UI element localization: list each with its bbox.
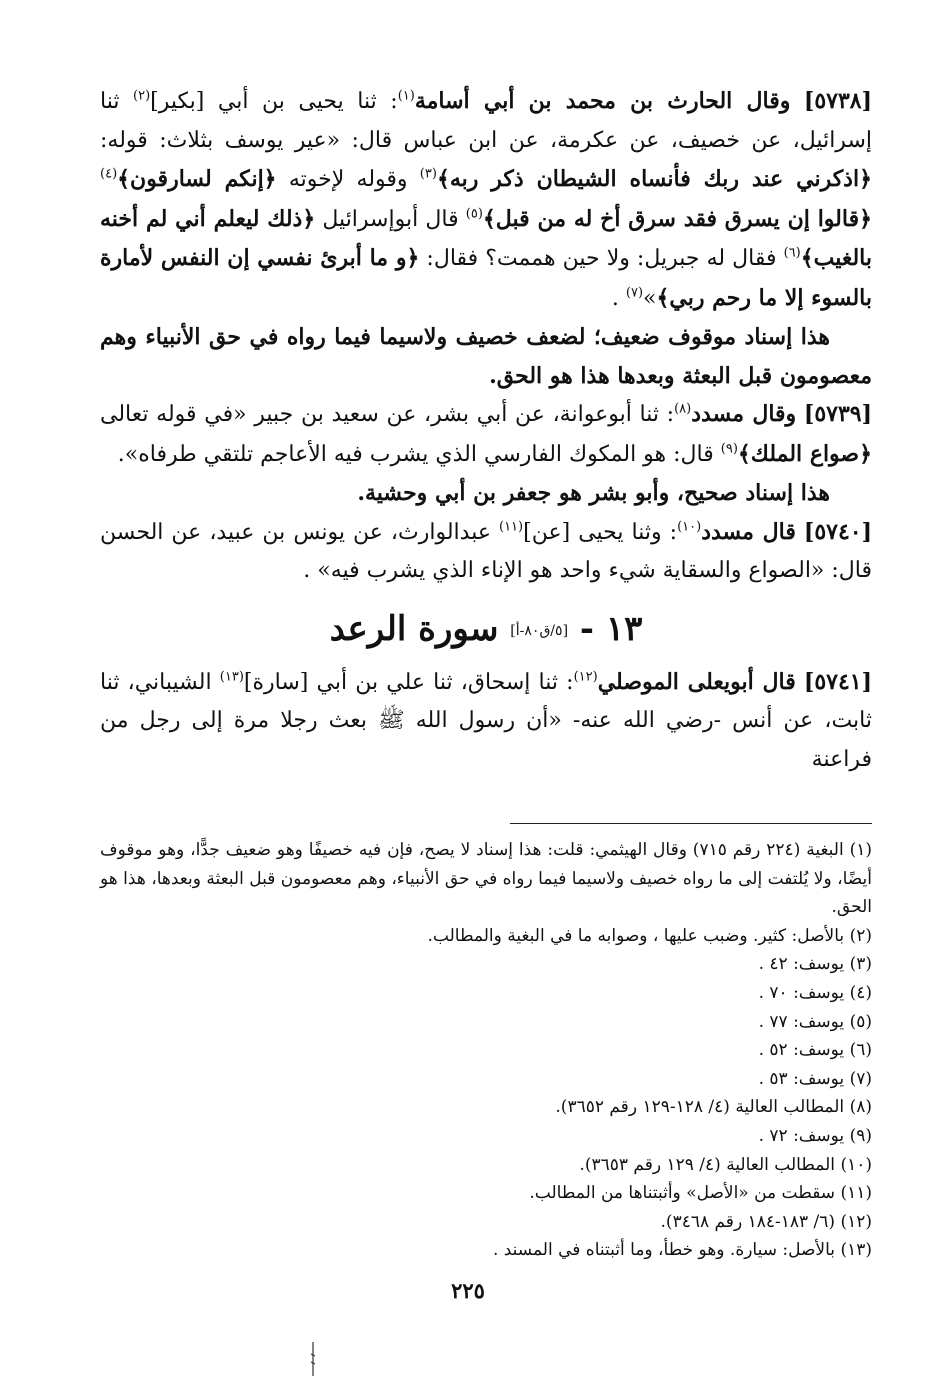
- footnote-11: [100, 1179, 872, 1208]
- footnote-ref[interactable]: (٣): [419, 166, 437, 182]
- entry-number: [٥٧٤١]: [803, 668, 872, 695]
- footnote-text: يوسف: ٥٢ .: [758, 1040, 845, 1061]
- footnote-separator: [510, 823, 872, 824]
- quran-quote: ﴿ذلك ليعلم أني لم أخنه بالغيب﴾: [100, 205, 872, 271]
- footnote-1: [100, 836, 872, 922]
- entry-number: [٥٧٣٩]: [803, 401, 872, 427]
- sura-title: سورة الرعد: [329, 608, 499, 649]
- footnote-text: المطالب العالية (٤/ ١٢٩ رقم ٣٦٥٣).: [579, 1154, 836, 1175]
- footnote-ref[interactable]: (١٣): [219, 669, 244, 685]
- quran-quote: ﴿قالوا إن يسرق فقد سرق أخ له من قبل﴾: [482, 205, 872, 232]
- scan-mark-icon: [310, 1342, 316, 1376]
- footnote-text: يوسف: ٧٢ .: [758, 1125, 845, 1146]
- footnote-number: (١): [849, 840, 873, 860]
- footnote-text: يوسف: ٤٢ .: [758, 954, 845, 975]
- footnote-number: (٤): [849, 982, 872, 1003]
- footnote-12: [100, 1208, 872, 1237]
- footnote-6: [100, 1036, 872, 1065]
- footnote-9: [100, 1122, 872, 1151]
- entry-head: قال مسدد: [701, 518, 796, 545]
- manuscript-ref: [٥/ق٨٠-أ]: [510, 622, 569, 639]
- entry-text: : ثنا يحيى بن أبي [بكير]: [150, 89, 398, 114]
- footnote-ref[interactable]: (١٢): [573, 669, 598, 685]
- footnote-4: [100, 979, 872, 1008]
- quran-quote: ﴿اذكرني عند ربك فأنساه الشيطان ذكر ربه﴾: [436, 166, 872, 192]
- entry-text: ثنا إسرائيل، عن خصيف، عن عكرمة، عن ابن عباس قال: «عير يوسف بثلاث: قوله:: [100, 89, 872, 153]
- footnote-text: بالأصل: سيارة. وهو خطأ، وما أثبتناه في المسند .: [492, 1240, 836, 1261]
- footnote-ref[interactable]: (٧): [625, 285, 644, 301]
- footnote-text: (٦/ ١٨٣-١٨٤ رقم ٣٤٦٨).: [660, 1211, 836, 1232]
- entry-head: وقال الحارث بن محمد بن أبي أسامة: [414, 88, 791, 114]
- entry-text: وقوله لإخوته: [276, 167, 420, 192]
- entry-head: وقال مسدد: [691, 401, 797, 427]
- footnote-number: (٨): [849, 1097, 872, 1118]
- quran-quote: ﴿صواع الملك﴾: [737, 440, 872, 467]
- footnote-ref[interactable]: (٥): [465, 206, 483, 222]
- quran-quote: ﴿إنكم لسارقون﴾: [117, 166, 277, 192]
- footnote-number: (٦): [849, 1040, 872, 1061]
- footnote-ref[interactable]: (١٠): [677, 519, 702, 535]
- footnote-number: (١١): [840, 1183, 872, 1204]
- editor-comment: هذا إسناد صحيح، وأبو بشر هو جعفر بن أبي وحشية.: [357, 480, 830, 506]
- footnote-ref[interactable]: (٨): [674, 401, 692, 417]
- entry-text: »: [643, 285, 657, 311]
- hadith-entry-5741: [100, 663, 872, 780]
- footnote-ref[interactable]: (٦): [783, 245, 801, 261]
- entry-text: : ثنا إسحاق، ثنا علي بن أبي [سارة]: [243, 669, 574, 695]
- footnote-ref[interactable]: (٤): [100, 166, 118, 182]
- footnote-number: (٥): [849, 1011, 872, 1032]
- footnote-2: [100, 922, 872, 951]
- entry-text: : ثنا أبوعوانة، عن أبي بشر، عن سعيد بن جبير «في قوله تعالى: [100, 402, 675, 427]
- entry-text: قال: هو المكوك الفارسي الذي يشرب فيه الأعاجم تلتقي طرفاه».: [117, 441, 721, 467]
- footnote-number: (١٠): [840, 1154, 872, 1175]
- footnote-text: يوسف: ٧٧ .: [758, 1011, 845, 1032]
- page-number: ٢٢٥: [451, 1278, 485, 1303]
- entry-text: قال أبوإسرائيل: [315, 206, 466, 232]
- quran-quote: ﴿و ما أبرئ نفسي إن النفس لأمارة بالسوء إلا ما رحم ربي﴾: [100, 245, 872, 311]
- page-body: [100, 82, 872, 1265]
- footnote-number: (٢): [849, 925, 872, 946]
- footnotes: [100, 836, 872, 1265]
- footnote-7: [100, 1065, 872, 1094]
- entry-text: فقال له جبريل: ولا حين هممت؟ فقال:: [419, 246, 784, 271]
- footnote-number: (١٢): [840, 1211, 872, 1232]
- footnote-number: (٣): [849, 954, 872, 975]
- entry-head: قال أبويعلى الموصلي: [597, 668, 796, 695]
- footnote-10: [100, 1151, 872, 1180]
- footnote-number: (٩): [849, 1125, 872, 1146]
- footnote-ref[interactable]: (١): [397, 88, 415, 104]
- footnote-number: (١٣): [840, 1240, 872, 1261]
- hadith-entry-5738: [100, 82, 872, 318]
- footnote-ref[interactable]: (٢): [133, 88, 151, 104]
- hadith-entry-5740: [100, 513, 872, 591]
- entry-number: [٥٧٤٠]: [803, 518, 873, 545]
- entry-text: : وثنا يحيى [عن]: [523, 519, 678, 545]
- entry-text: .: [611, 285, 626, 311]
- footnote-ref[interactable]: (١١): [499, 519, 524, 535]
- hadith-entry-5739: [100, 395, 872, 474]
- footnote-text: سقطت من «الأصل» وأثبتناها من المطالب.: [529, 1183, 836, 1204]
- sura-number: ١٣ -: [579, 608, 643, 649]
- entry-text: عبدالوارث، عن يونس بن عبيد، عن الحسن قال: «الصواع والسقاية شيء واحد هو الإناء الذي يشرب فيه» .: [100, 519, 872, 583]
- footnote-text: يوسف: ٧٠ .: [758, 982, 845, 1003]
- footnote-13: [100, 1236, 872, 1265]
- sura-heading: [100, 599, 872, 661]
- footnote-3: [100, 950, 872, 979]
- footnote-8: [100, 1093, 872, 1122]
- footnote-number: (٧): [849, 1068, 872, 1089]
- entry-number: [٥٧٣٨]: [803, 88, 872, 114]
- editor-comment: هذا إسناد موقوف ضعيف؛ لضعف خصيف ولاسيما فيما رواه في حق الأنبياء وهم معصومون قبل البعثة وبعدها هذا هو الحق.: [100, 324, 872, 389]
- entry-text: الشيباني، ثنا ثابت، عن أنس -رضي الله عنه- «أن رسول الله ﷺ بعث رجلا مرة إلى رجل من فراعنة: [100, 669, 872, 772]
- footnote-5: [100, 1008, 872, 1037]
- footnote-ref[interactable]: (٩): [720, 441, 738, 457]
- footnote-text: البغية (٢٢٤ رقم ٧١٥) وقال الهيثمي: قلت: هذا إسناد لا يصح، فإن فيه خصيفًا وهو ضعيف جدًّا، وهو موقوف أيضًا، ولا يُلتفت إلى ما رواه خصيف ولاسيما فيما رواه في حق الأنبياء، وهم معصومون قبل البعثة وبعدها، هذا هو الحق.: [100, 840, 872, 918]
- footnote-text: المطالب العالية (٤/ ١٢٨-١٢٩ رقم ٣٦٥٢).: [555, 1097, 845, 1118]
- footnote-text: بالأصل: كثير. وضبب عليها ، وصوابه ما في البغية والمطالب.: [427, 925, 845, 946]
- footnote-text: يوسف: ٥٣ .: [758, 1068, 845, 1089]
